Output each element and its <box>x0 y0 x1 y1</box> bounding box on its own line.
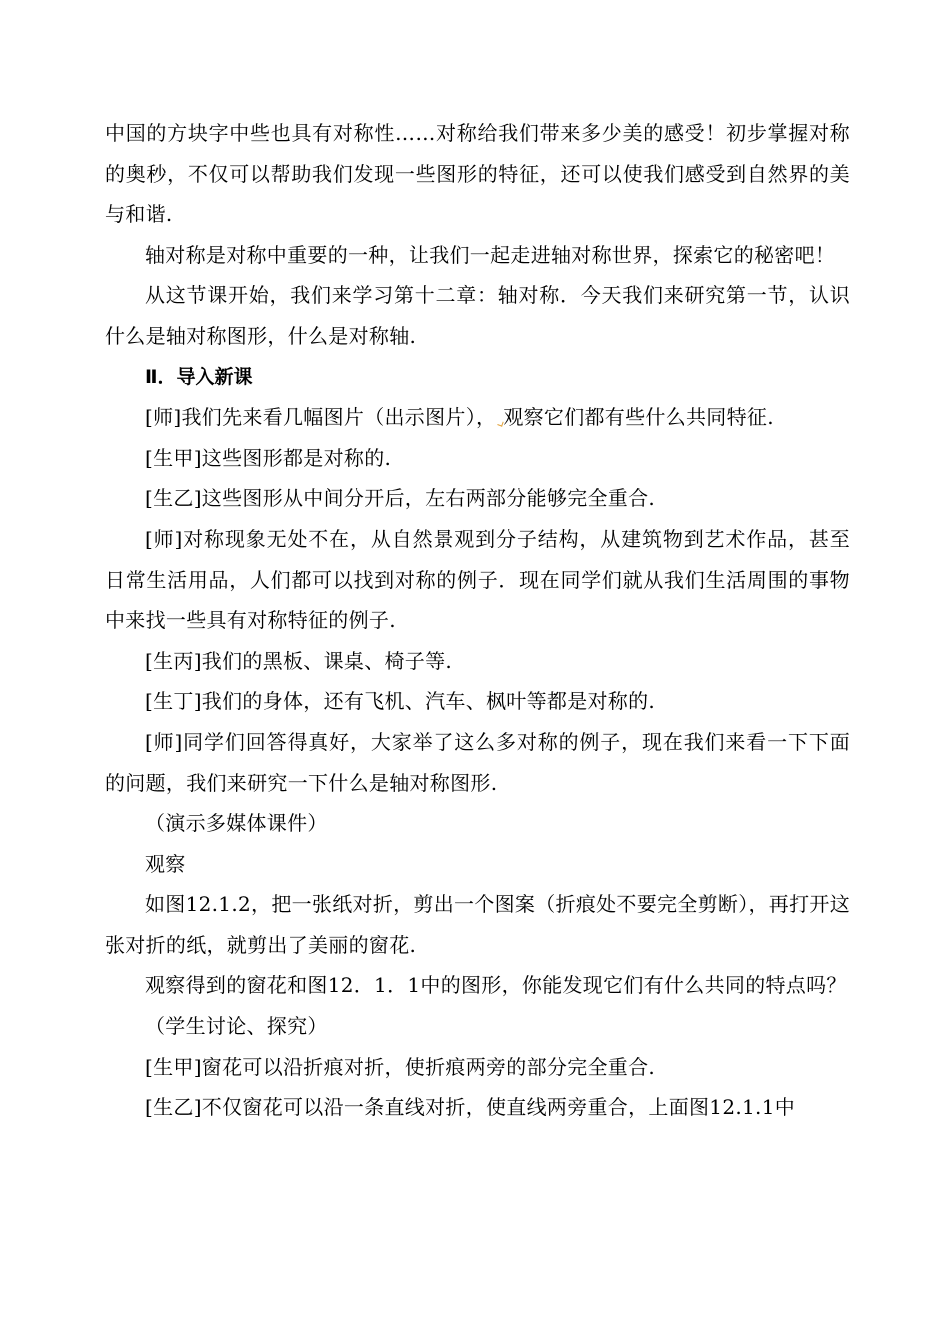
paragraph-intro-symmetry: 中国的方块字中些也具有对称性……对称给我们带来多少美的感受！初步掌握对称的奥秒，不仅可以帮助我们发现一些图形的特征，还可以使我们感受到自然界的美与和谐. <box>105 121 850 227</box>
section-heading-new-lesson: Ⅱ．导入新课 <box>145 365 253 388</box>
paragraph-student-a-fold: [生甲]窗花可以沿折痕对折，使折痕两旁的部分完全重合. <box>145 1054 656 1079</box>
paragraph-student-d-answer: [生丁]我们的身体，还有飞机、汽车、枫叶等都是对称的. <box>145 689 656 714</box>
paragraph-student-c-answer: [生丙]我们的黑板、课桌、椅子等. <box>145 648 453 673</box>
paragraph-teacher-pictures <box>105 397 850 438</box>
paragraph-axis-symmetry-world: 轴对称是对称中重要的一种，让我们一起走进轴对称世界，探索它的秘密吧！ <box>145 242 836 267</box>
paragraph-student-b-fold: [生乙]不仅窗花可以沿一条直线对折，使直线两旁重合，上面图12.1.1中 <box>145 1095 796 1120</box>
paragraph-observe-question: 观察得到的窗花和图12．1．1中的图形，你能发现它们有什么共同的特点吗？ <box>145 973 847 998</box>
paragraph-paper-cutting: 如图12.1.2，把一张纸对折，剪出一个图案（折痕处不要完全剪断），再打开这张对折的纸，就剪出了美丽的窗花. <box>105 892 851 957</box>
document-body <box>105 113 850 1128</box>
paragraph-teacher-symmetry-everywhere: [师]对称现象无处不在，从自然景观到分子结构，从建筑物到艺术作品，甚至日常生活用品，人们都可以找到对称的例子．现在同学们就从我们生活周围的事物中来找一些具有对称特征的例子. <box>105 526 850 633</box>
paragraph-student-a-answer: [生甲]这些图形都是对称的. <box>145 445 392 470</box>
teacher-pictures-text-part-1: [师]我们先来看几幅图片（出示图片）， <box>145 405 497 430</box>
paragraph-chapter-start: 从这节课开始，我们来学习第十二章：轴对称．今天我们来研究第一节，认识什么是轴对称图形，什么是对称轴. <box>105 283 850 348</box>
paragraph-multimedia-note: （演示多媒体课件） <box>145 811 328 836</box>
teacher-pictures-text-part-2: 观察它们都有些什么共同特征. <box>503 405 774 430</box>
paragraph-teacher-praise: [师]同学们回答得真好，大家举了这么多对称的例子，现在我们来看一下下面的问题，我们来研究一下什么是轴对称图形. <box>105 729 850 795</box>
paragraph-observe-label: 观察 <box>145 851 186 876</box>
paragraph-discussion-note: （学生讨论、探究） <box>145 1014 328 1039</box>
paragraph-student-b-answer: [生乙]这些图形从中间分开后，左右两部分能够完全重合. <box>145 486 656 511</box>
